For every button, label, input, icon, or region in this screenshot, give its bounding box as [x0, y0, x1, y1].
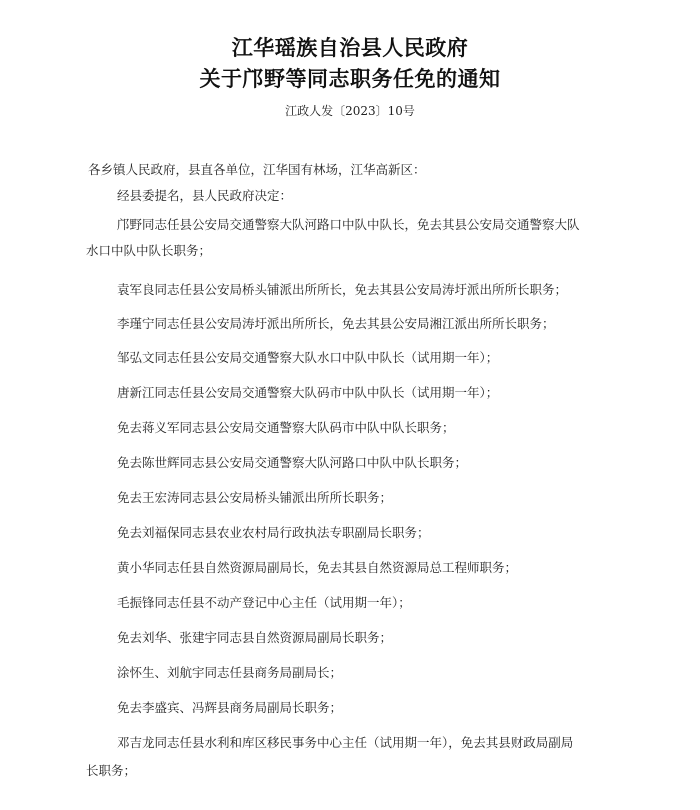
- appointment-item-continuation: 长职务；: [86, 763, 137, 778]
- appointment-item: 免去蒋义军同志县公安局交通警察大队码市中队中队长职务；: [117, 420, 455, 435]
- appointment-item: 袁军良同志任县公安局桥头铺派出所所长，免去其县公安局涛圩派出所所长职务；: [117, 282, 568, 297]
- appointment-item: 免去刘华、张建宇同志县自然资源局副局长职务；: [117, 630, 393, 645]
- appointment-item: 唐新江同志任县公安局交通警察大队码市中队中队长（试用期一年）；: [117, 385, 499, 400]
- appointment-item: 李瑾宁同志任县公安局涛圩派出所所长，免去其县公安局湘江派出所所长职务；: [117, 316, 555, 331]
- appointment-item: 邹弘文同志任县公安局交通警察大队水口中队中队长（试用期一年）；: [117, 350, 499, 365]
- salutation: 各乡镇人民政府，县直各单位，江华国有林场，江华高新区：: [88, 162, 426, 177]
- document-number: 江政人发〔2023〕10号: [285, 104, 415, 118]
- appointment-item: 免去刘福保同志县农业农村局行政执法专职副局长职务；: [117, 525, 430, 540]
- intro-paragraph: 经县委提名，县人民政府决定：: [117, 188, 293, 203]
- appointment-item: 免去李盛宾、冯辉县商务局副局长职务；: [117, 700, 343, 715]
- appointment-item: 邓吉龙同志任县水利和库区移民事务中心主任（试用期一年），免去其县财政局副局: [117, 735, 574, 750]
- appointment-item: 涂怀生、刘航宇同志任县商务局副局长；: [117, 665, 343, 680]
- appointment-item: 毛振锋同志任县不动产登记中心主任（试用期一年）；: [117, 595, 411, 610]
- appointment-item: 邝野同志任县公安局交通警察大队河路口中队中队长，免去其县公安局交通警察大队: [117, 217, 580, 232]
- document-title-line-2: 关于邝野等同志职务任免的通知: [199, 66, 501, 91]
- appointment-item: 黄小华同志任县自然资源局副局长，免去其县自然资源局总工程师职务；: [117, 560, 518, 575]
- appointment-item-continuation: 水口中队中队长职务；: [86, 243, 212, 258]
- appointment-item: 免去王宏涛同志县公安局桥头铺派出所所长职务；: [117, 490, 393, 505]
- appointment-item: 免去陈世辉同志县公安局交通警察大队河路口中队中队长职务；: [117, 455, 468, 470]
- document-title-line-1: 江华瑶族自治县人民政府: [231, 35, 469, 60]
